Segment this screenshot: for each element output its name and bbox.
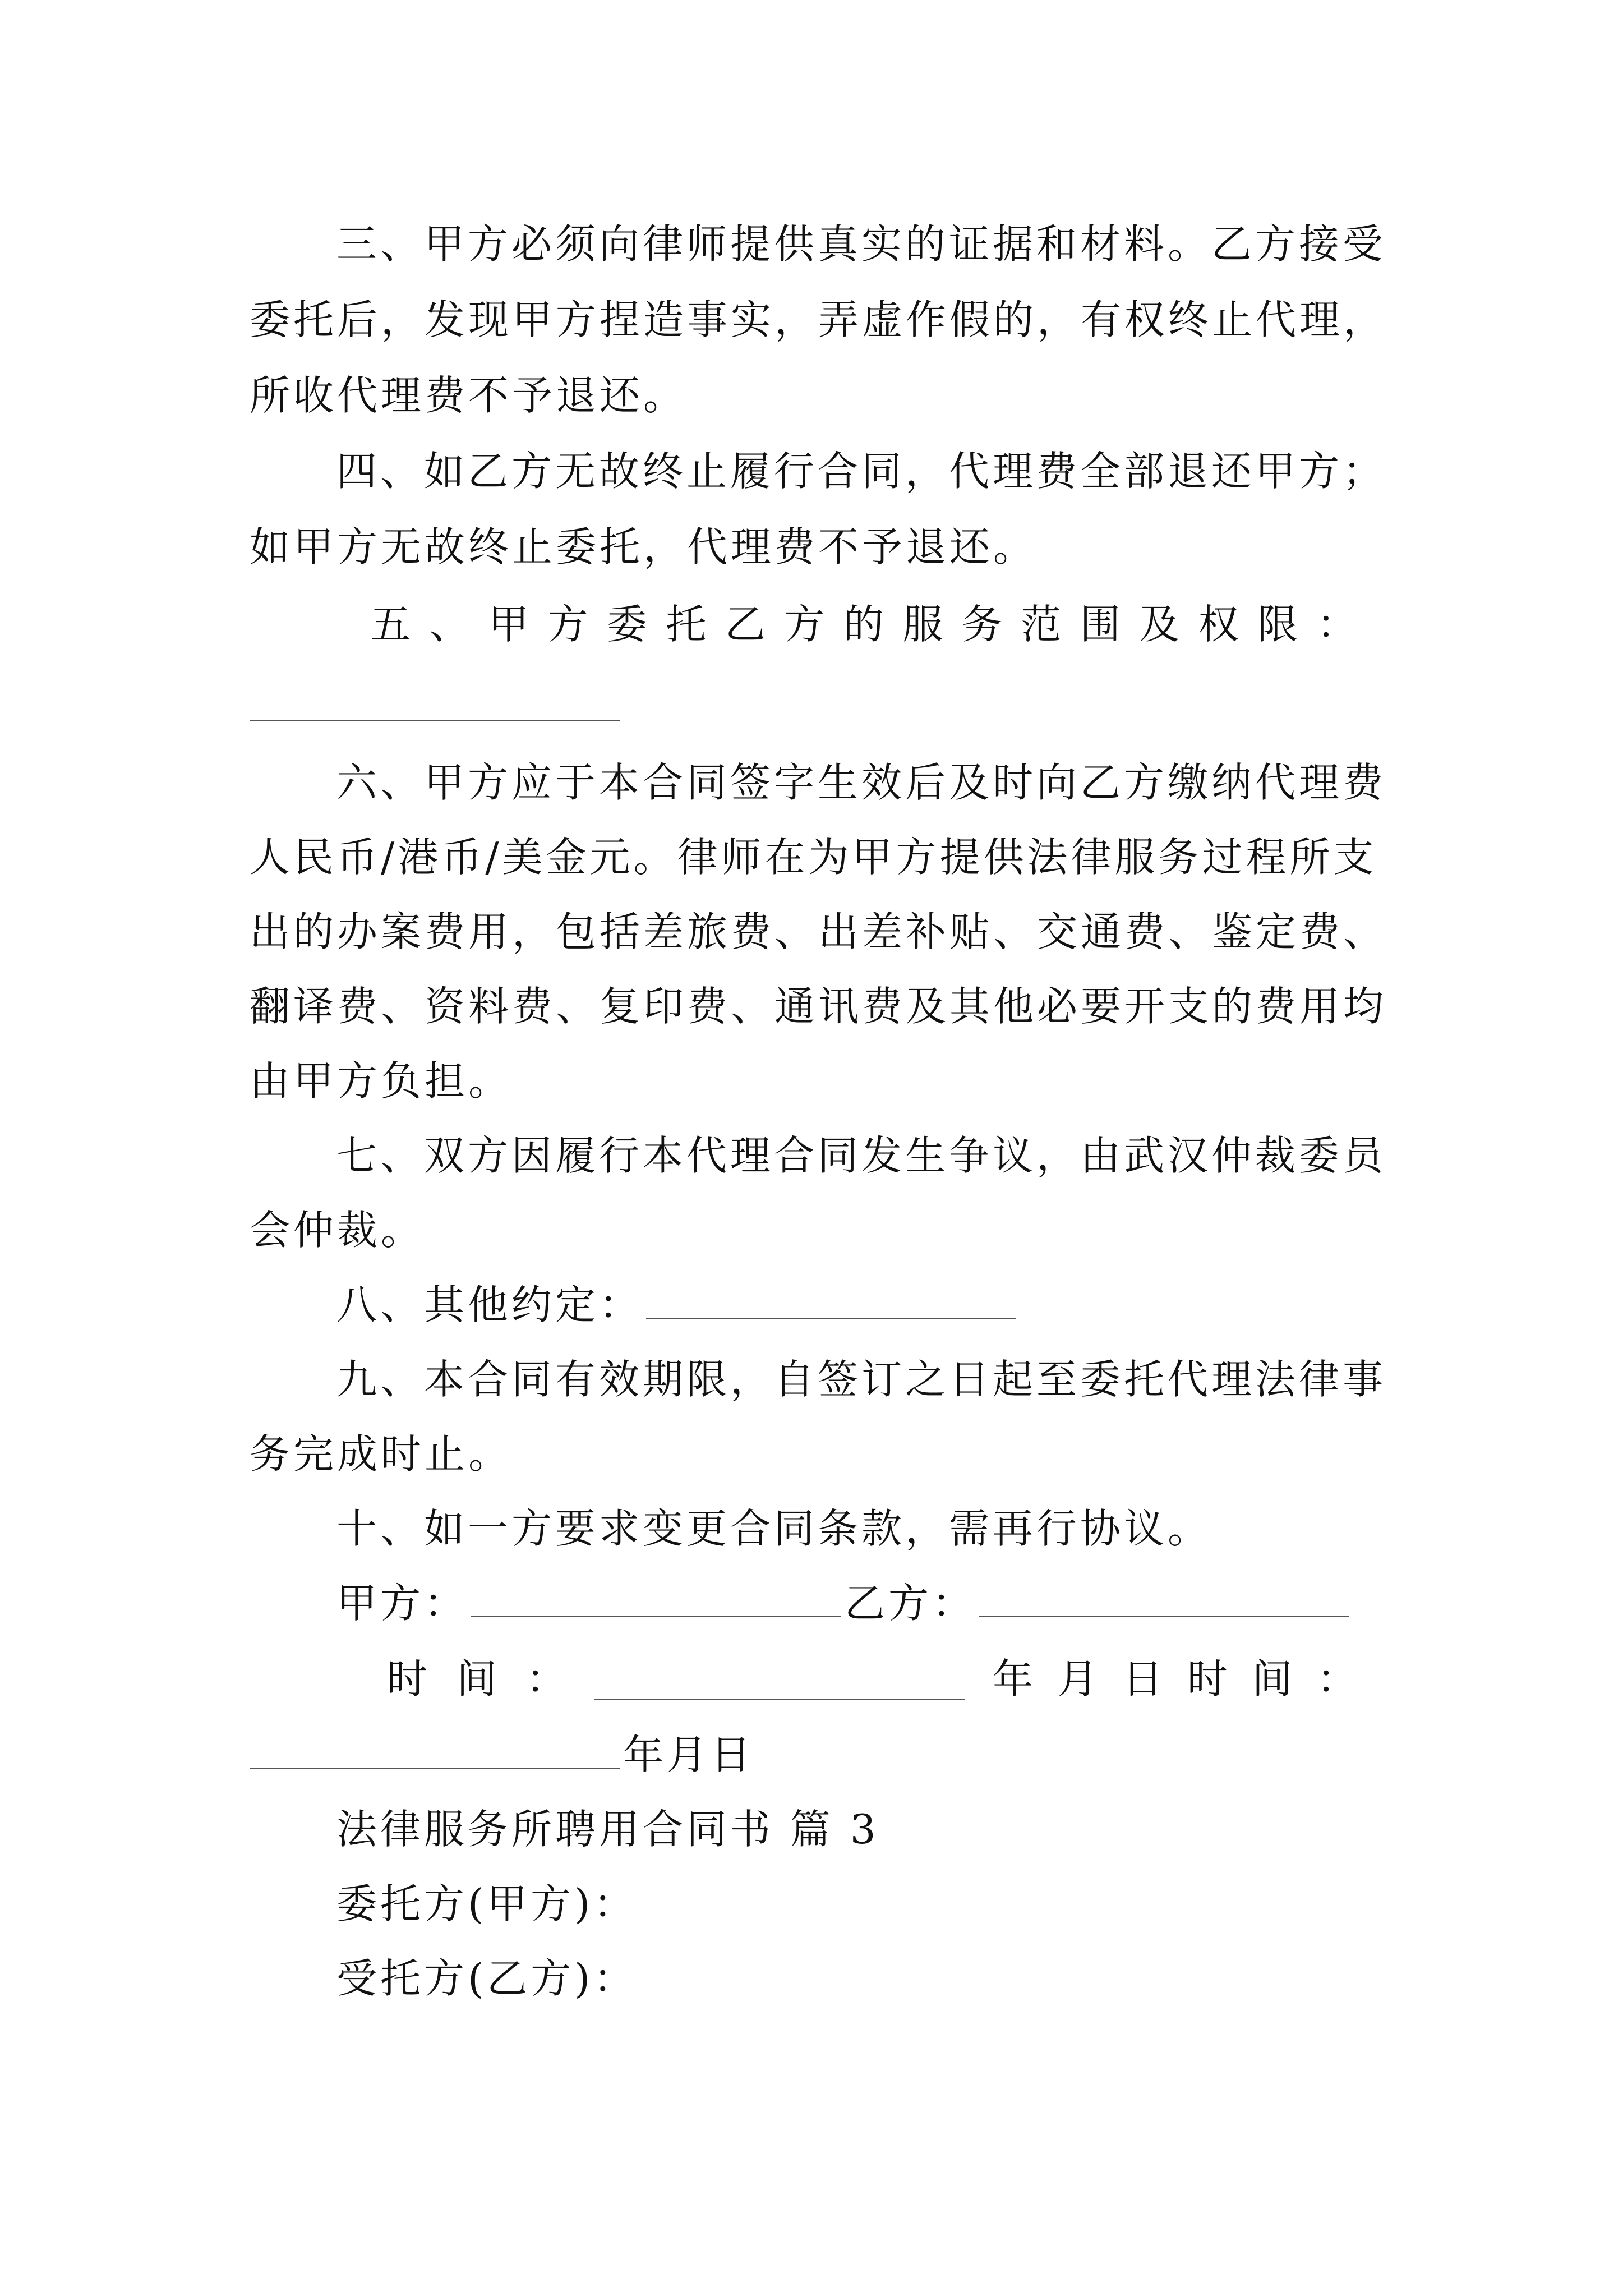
party-b-label: 乙方： [845, 1580, 976, 1627]
time-char: 间 [456, 1655, 497, 1703]
clause9-line2: 务完成时止。 [250, 1430, 513, 1478]
clause5-char: 的 [843, 601, 884, 648]
agent-label: 受托方(乙方)： [336, 1955, 638, 2002]
clause8-blank [646, 1278, 1016, 1319]
time-char: 月 [1057, 1655, 1098, 1703]
time-char: 时 [1187, 1655, 1228, 1703]
clause5-char: 、 [429, 601, 470, 648]
clause6-line4: 翻译费、资料费、复印费、通讯费及其他必要开支的费用均 [250, 983, 1387, 1030]
clause8-label: 八、其他约定： [336, 1281, 643, 1328]
clause5-char: 及 [1139, 601, 1180, 648]
clause10-line1: 十、如一方要求变更合同条款，需再行协议。 [336, 1505, 1212, 1552]
clause3-line1: 三、甲方必须向律师提供真实的证据和材料。乙方接受 [336, 220, 1387, 268]
clause5-char: 委 [606, 601, 647, 648]
party-b-blank [979, 1577, 1349, 1617]
clause5-char: 方 [784, 601, 825, 648]
clause5-char: 权 [1198, 601, 1239, 648]
clause5-char: 托 [666, 601, 707, 648]
clause8-line [336, 1277, 1394, 1333]
clause6-line2: 人民币/港币/美金元。律师在为甲方提供法律服务过程所支 [250, 834, 1377, 881]
party-a-label: 甲方： [336, 1580, 468, 1627]
clause7-line1: 七、双方因履行本代理合同发生争议，由武汉仲裁委员 [336, 1132, 1387, 1179]
clause5-char: ： [1316, 601, 1357, 648]
party-a-blank [471, 1577, 841, 1617]
clause5-char: 服 [902, 601, 943, 648]
clause7-line2: 会仲裁。 [250, 1207, 425, 1254]
section-title: 法律服务所聘用合同书 篇 3 [336, 1806, 879, 1853]
time-a-blank [594, 1699, 965, 1700]
signature-parties-line [336, 1575, 1394, 1631]
clause3-line3: 所收代理费不予退还。 [250, 372, 688, 419]
clause5-line [370, 596, 1357, 652]
time-char: 年 [993, 1655, 1034, 1703]
time-char: 间 [1252, 1655, 1293, 1703]
clause5-char: 方 [547, 601, 588, 648]
time-char: ： [525, 1655, 566, 1703]
clause3-line2: 委托后，发现甲方捏造事实，弄虚作假的，有权终止代理， [250, 296, 1387, 343]
clause6-line1: 六、甲方应于本合同签字生效后及时向乙方缴纳代理费 [336, 759, 1387, 806]
time-char: ： [1316, 1655, 1357, 1703]
date-suffix: 年月日 [623, 1731, 755, 1778]
clause5-blank-line [250, 720, 620, 721]
time-char: 日 [1122, 1655, 1163, 1703]
clause4-line2: 如甲方无故终止委托，代理费不予退还。 [250, 523, 1038, 570]
clause6-line5: 由甲方负担。 [250, 1057, 513, 1105]
clause5-char: 务 [961, 601, 1002, 648]
clause5-char: 范 [1021, 601, 1062, 648]
date-line [250, 1727, 1394, 1783]
clause5-char: 围 [1080, 601, 1121, 648]
clause5-char: 五 [370, 601, 411, 648]
clause9-line1: 九、本合同有效期限，自签订之日起至委托代理法律事 [336, 1356, 1387, 1403]
clause6-line3: 出的办案费用，包括差旅费、出差补贴、交通费、鉴定费、 [250, 908, 1387, 955]
time-right-group [993, 1651, 1357, 1707]
clause5-char: 限 [1257, 601, 1298, 648]
clause5-char: 乙 [725, 601, 766, 648]
clause4-line1: 四、如乙方无故终止履行合同，代理费全部退还甲方； [336, 448, 1387, 495]
time-b-blank [250, 1728, 620, 1769]
time-left-group [387, 1651, 566, 1707]
client-label: 委托方(甲方)： [336, 1880, 638, 1927]
clause5-char: 甲 [488, 601, 529, 648]
time-char: 时 [387, 1655, 428, 1703]
